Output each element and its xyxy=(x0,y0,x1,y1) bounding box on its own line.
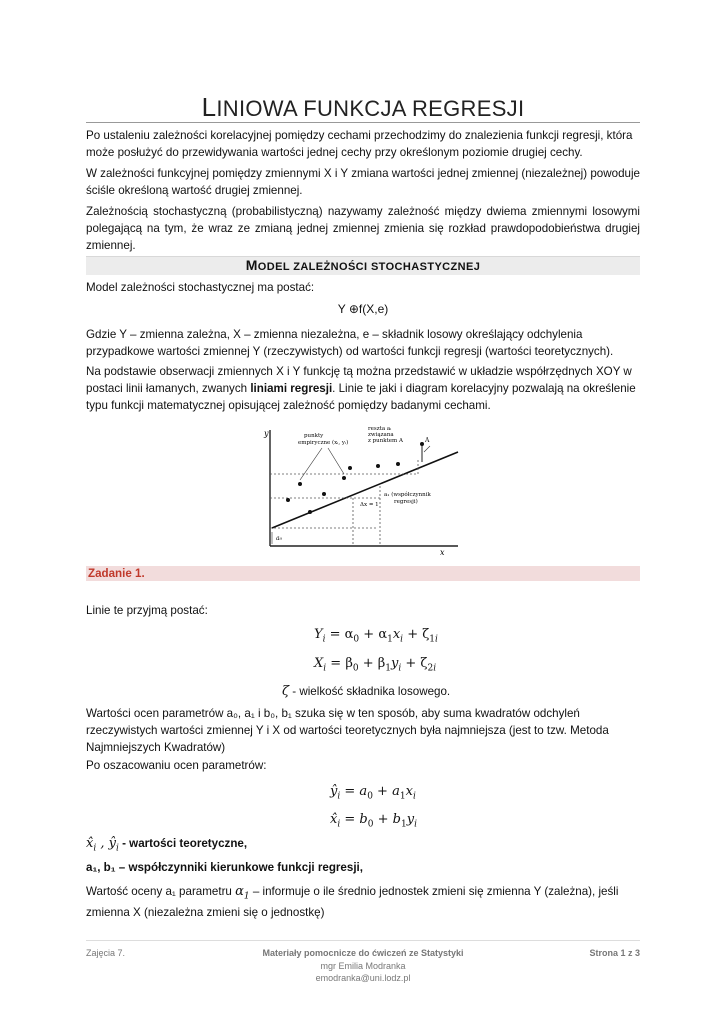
empirical-point xyxy=(348,466,352,470)
pointer-line xyxy=(328,448,344,474)
page-title xyxy=(86,92,640,123)
paragraph-2: W zależności funkcyjnej pomiędzy zmiennymi X i Y zmiana wartości jednej zmiennej (niezależnej) powoduje ściśle określoną wartość drugiej zmiennej. xyxy=(86,167,640,197)
equation-x: $X_i = \beta_0 + \beta_1y_i + \zeta_{2i}$ xyxy=(314,656,437,674)
title-rest: INIOWA FUNKCJA REGRESJI xyxy=(216,96,525,121)
theoretical-values-line xyxy=(86,836,640,857)
observation-text-2: . Linie te jaki i diagram korelacyjny pozwalają na określenie typu funkcji matematycznej opisującej zależność pomiędzy badanymi cechami. xyxy=(86,381,636,412)
label-delta-x: Δx = 1 xyxy=(360,502,379,508)
title-divider xyxy=(86,122,640,123)
label-point-a: A xyxy=(425,437,430,444)
coefficients-line: a₁, b₁ – współczynniki kierunkowe funkcji regresji, xyxy=(86,861,363,874)
empirical-point xyxy=(286,498,290,502)
label-slope-1: a₁ (współczynnik xyxy=(384,492,431,498)
empirical-point xyxy=(322,492,326,496)
footer-divider xyxy=(86,940,640,941)
hat-symbols: $x̂_i$ , $ŷ_i$ xyxy=(86,836,119,854)
footer-page-number: Strona 1 z 3 xyxy=(589,948,640,958)
zeta-text: - wielkość składnika losowego. xyxy=(289,685,451,698)
equation-x-hat: $x̂_i = b_0 + b_1y_i$ xyxy=(330,812,417,830)
empirical-point xyxy=(342,476,346,480)
pointer-line xyxy=(424,446,430,452)
regression-diagram xyxy=(258,422,468,558)
zeta-description xyxy=(282,684,640,701)
paragraph-1: Po ustaleniu zależności korelacyjnej pomiędzy cechami przechodzimy do znalezienia funkcji regresji, która może posłużyć do przewidywania wartości jednej cechy przy określonym poziomie drugiej cechy. xyxy=(86,129,633,159)
empirical-point xyxy=(376,464,380,468)
a1-text-2: – informuje o ile średnio jednostek zmieni się zmienna Y (zależna), jeśli zmienna X (niezależna zmieni się o jednostkę) xyxy=(86,885,619,920)
label-residual-1: reszta aᵢ xyxy=(368,426,392,432)
parameters-paragraph: Wartości ocen parametrów a₀, a₁ i b₀, b₁ szuka się w ten sposób, aby suma kwadratów odchyleń rzeczywistych wartości zmiennej Y i X od wartości teoretycznych była najmniejsza (jest to tzw. Metoda Najmniejszych Kwadratów) xyxy=(86,707,609,754)
equation-y: $Y_i = \alpha_0 + \alpha_1x_i + \zeta_{1i}$ xyxy=(314,627,438,645)
regression-line xyxy=(272,452,458,528)
model-formula: Y ⊕f(X,e) xyxy=(337,302,389,316)
observation-text-1: Na podstawie obserwacji zmiennych X i Y funkcję tą można przedstawić w układzie współrzędnych XOY w postaci linii łamanych, zwanych xyxy=(86,365,632,395)
task-heading-background xyxy=(86,566,640,581)
paragraph-3: Zależnością stochastyczną (probabilistyczną) nazywamy zależność między dwiema zmiennymi losowymi polegającą na tym, że wraz ze zmianą jednej zmiennej zmienia się rozkład prawdopodobieństwa drugiej zmiennej. xyxy=(86,205,640,252)
theoretical-text: - wartości teoretyczne, xyxy=(118,837,248,850)
x-axis-label: x xyxy=(440,548,445,557)
model-description: Gdzie Y – zmienna zależna, X – zmienna niezależna, e – składnik losowy określający odchylenia przypadkowe wartości zmiennej Y (rzeczywistych) od wartości funkcji regresji (wartości teoretycznych). xyxy=(86,328,614,358)
footer-left: Zajęcia 7. xyxy=(86,948,126,958)
footer-author: mgr Emilia Modranka xyxy=(320,961,406,971)
pointer-line xyxy=(300,448,322,480)
label-residual-2: związana xyxy=(368,432,394,438)
task-title: Zadanie 1. xyxy=(88,567,145,580)
label-points-1: punkty xyxy=(304,433,324,439)
footer-center: Materiały pomocnicze do ćwiczeń ze Statystyki xyxy=(262,948,464,958)
a1-interpretation xyxy=(86,884,640,922)
empirical-point xyxy=(298,482,302,486)
observation-paragraph xyxy=(86,364,640,414)
footer-email: emodranka@uni.lodz.pl xyxy=(315,973,411,983)
equation-y-hat: $ŷ_i = a_0 + a_1x_i$ xyxy=(330,784,416,802)
zeta-symbol: ζ xyxy=(282,684,290,699)
lines-intro: Linie te przyjmą postać: xyxy=(86,604,208,617)
y-axis-label: y xyxy=(264,429,269,438)
title-initial: L xyxy=(201,92,217,122)
estimation-intro: Po oszacowaniu ocen parametrów: xyxy=(86,759,267,772)
label-a0: a₀ xyxy=(276,535,282,542)
empirical-point xyxy=(308,510,312,514)
label-residual-3: z punktem A xyxy=(368,438,403,444)
model-intro: Model zależności stochastycznej ma postać: xyxy=(86,281,315,294)
a1-text-1: Wartość oceny a₁ parametru xyxy=(86,885,236,898)
empirical-point xyxy=(420,442,424,446)
section-rest: ODEL ZALEŻNOŚCI STOCHASTYCZNEJ xyxy=(257,261,481,273)
regression-lines-term: liniami regresji xyxy=(250,381,333,395)
empirical-point xyxy=(396,462,400,466)
label-points-2: empiryczne (xᵢ, yᵢ) xyxy=(298,440,349,446)
section-heading xyxy=(86,256,640,276)
label-slope-2: regresji) xyxy=(394,499,418,505)
alpha1-symbol: $\alpha_1$ xyxy=(235,884,250,902)
section-initial: M xyxy=(245,257,258,273)
